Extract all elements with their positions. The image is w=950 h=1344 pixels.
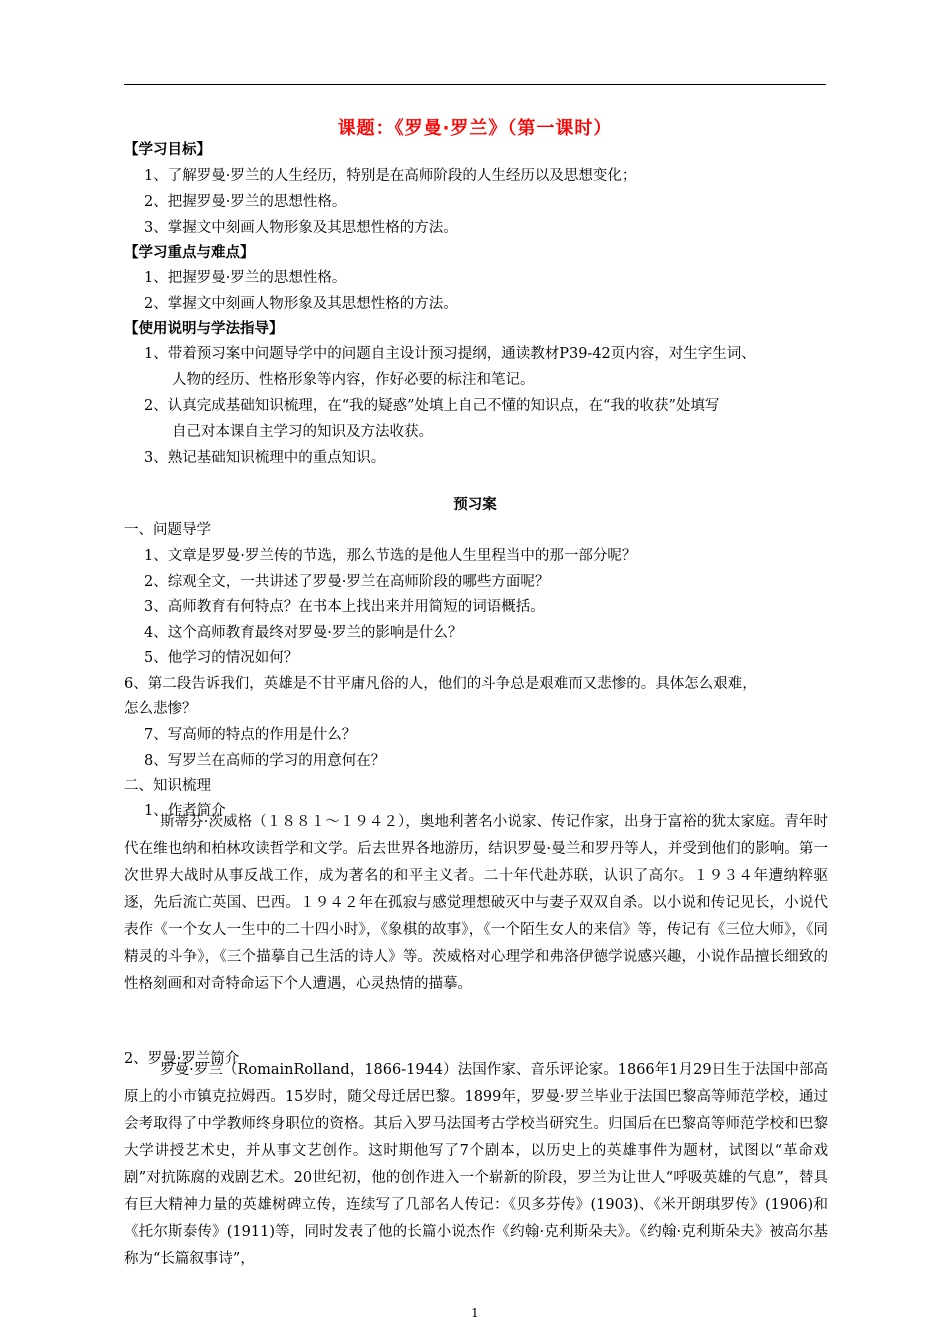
question-item: 4、这个高师教育最终对罗曼·罗兰的影响是什么？ — [144, 625, 463, 641]
author-text: 斯蒂芬·茨威格（１８８１～１９４２），奥地利著名小说家、传记作家，出身于富裕的犹太家庭。青年时代在维也纳和柏林攻读哲学和文学。后去世界各地游历，结识罗曼·曼兰和罗丹等人，并受到他们的影响。第一次世界大战时从事反战工作，成为著名的和平主义者。二十年代赴苏联，认识了高尔。１９３４年遭纳粹驱逐，先后流亡英国、巴西。１９４２年在孤寂与感觉理想破灭中与妻子双双自杀。以小说和传记见长，小说代表作《一个女人一生中的二十四小时》，《象棋的故事》，《一个陌生女人的来信》等，传记有《三位大师》，《同精灵的斗争》，《三个描摹自己生活的诗人》等。茨威格对心理学和弗洛伊德学说感兴趣，小说作品擅长细致的性格刻画和对奇特命运下个人遭遇，心灵热情的描摹。 — [124, 814, 828, 992]
keypoints-heading: 【学习重点与难点】 — [124, 245, 255, 261]
part2-heading: 二、知识梳理 — [124, 778, 211, 794]
question-item: 2、综观全文，一共讲述了罗曼·罗兰在高师阶段的哪些方面呢？ — [144, 574, 550, 590]
goal-item: 2、把握罗曼·罗兰的思想性格。 — [144, 194, 347, 210]
preview-heading: 预习案 — [453, 497, 497, 513]
page-number: 1 — [471, 1306, 479, 1320]
guide-item: 1、带着预习案中问题导学中的问题自主设计预习提纲，通读教材P39-42页内容，对生字生词、 — [144, 346, 756, 362]
rolland-heading: 2、罗曼·罗兰简介 — [124, 1051, 240, 1067]
keypoint-item: 1、把握罗曼·罗兰的思想性格。 — [144, 270, 347, 286]
question-item: 6、第二段告诉我们，英雄是不甘平庸凡俗的人，他们的斗争总是艰难而又悲惨的。具体怎么艰难， — [124, 676, 757, 692]
header-rule — [124, 84, 826, 85]
question-item: 5、他学习的情况如何？ — [144, 650, 299, 666]
guide-item: 2、认真完成基础知识梳理，在“我的疑惑”处填上自己不懂的知识点，在“我的收获”处填写 — [144, 398, 720, 414]
question-item-cont: 怎么悲惨？ — [124, 701, 197, 717]
guide-item-cont: 人物的经历、性格形象等内容，作好必要的标注和笔记。 — [172, 372, 535, 388]
rolland-text: 罗曼·罗兰（RomainRolland，1866-1944）法国作家、音乐评论家。1866年1月29日生于法国中部高原上的小市镇克拉姆西。15岁时，随父母迁居巴黎。1899年，罗曼·罗兰毕业于法国巴黎高等师范学校，通过会考取得了中学教师终身职位的资格。其后入罗马法国考古学校当研究生。归国后在巴黎高等师范学校和巴黎大学讲授艺术史，并从事文艺创作。这时期他写了7个剧本，以历史上的英雄事件为题材，试图以“革命戏剧”对抗陈腐的戏剧艺术。20世纪初，他的创作进入一个崭新的阶段，罗兰为让世人“呼吸英雄的气息”，替具有巨大精神力量的英雄树碑立传，连续写了几部名人传记：《贝多芬传》(1903)、《米开朗琪罗传》(1906)和《托尔斯泰传》(1911)等，同时发表了他的长篇小说杰作《约翰·克利斯朵夫》。《约翰·克利斯朵夫》被高尔基称为“长篇叙事诗”， — [124, 1062, 828, 1267]
document-title: 课题：《罗曼·罗兰》（第一课时） — [337, 118, 613, 139]
author-paragraph — [124, 809, 828, 998]
part1-heading: 一、问题导学 — [124, 522, 211, 538]
goal-item: 1、了解罗曼·罗兰的人生经历，特别是在高师阶段的人生经历以及思想变化； — [144, 168, 637, 184]
rolland-paragraph — [124, 1057, 828, 1273]
question-item: 7、写高师的特点的作用是什么？ — [144, 727, 357, 743]
goals-heading: 【学习目标】 — [124, 142, 211, 158]
question-item: 1、文章是罗曼·罗兰传的节选，那么节选的是他人生里程当中的那一部分呢？ — [144, 548, 637, 564]
question-item: 8、写罗兰在高师的学习的用意何在？ — [144, 753, 386, 769]
question-item: 3、高师教育有何特点？在书本上找出来并用简短的词语概括。 — [144, 599, 545, 615]
author-heading: 1、作者简介 — [144, 803, 226, 819]
guide-item-cont: 自己对本课自主学习的知识及方法收获。 — [172, 424, 433, 440]
goal-item: 3、掌握文中刻画人物形象及其思想性格的方法。 — [144, 220, 458, 236]
keypoint-item: 2、掌握文中刻画人物形象及其思想性格的方法。 — [144, 296, 458, 312]
guide-heading: 【使用说明与学法指导】 — [124, 321, 284, 337]
guide-item: 3、熟记基础知识梳理中的重点知识。 — [144, 450, 386, 466]
